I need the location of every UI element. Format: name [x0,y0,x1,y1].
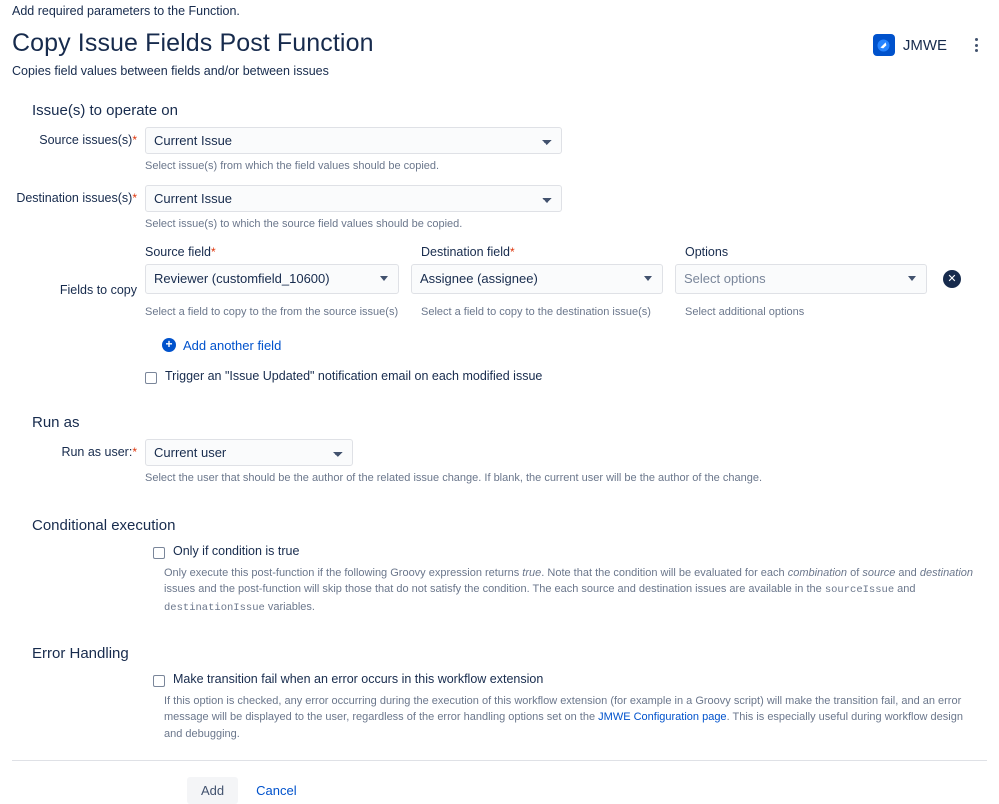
required-marker: * [132,190,137,205]
fields-to-copy-headers [145,245,987,259]
run-as-user-label: Run as user:* [61,444,137,459]
destination-issues-help: Select issue(s) to which the source field values should be copied. [145,217,463,230]
top-instruction-note: Add required parameters to the Function. [12,4,240,18]
options-select[interactable] [675,264,927,294]
fields-to-copy-block [12,245,987,384]
brand-name: JMWE [902,36,947,54]
source-field-help: Select a field to copy to the from the source issue(s) [145,305,399,318]
chevron-down-icon [644,276,652,281]
fields-to-copy-label: Fields to copy [59,282,137,297]
page-subtitle: Copies field values between fields and/or between issues [12,64,329,78]
notify-checkbox-label: Trigger an "Issue Updated" notification email on each modified issue [165,368,543,383]
chevron-down-icon [908,276,916,281]
add-another-field-button[interactable] [162,338,987,353]
error-checkbox-label: Make transition fail when an error occurs in this workflow extension [173,671,544,686]
source-issues-row [12,127,987,175]
kebab-menu-icon[interactable] [965,34,987,56]
condition-checkbox-label: Only if condition is true [173,543,300,558]
options-placeholder: Select options [684,271,766,287]
jmwe-logo-icon [873,34,895,56]
required-marker: * [132,133,137,147]
notify-checkbox[interactable] [145,372,157,384]
condition-checkbox-row[interactable] [153,544,987,559]
section-title-run-as: Run as [32,413,80,431]
col-header-destination-field: Destination field* [421,244,515,259]
source-issues-label: Source issues(s)* [39,133,137,147]
header-text-block [12,28,374,78]
condition-checkbox[interactable] [153,547,165,559]
fields-to-copy-row [145,264,987,294]
page-header [0,18,999,78]
cancel-button[interactable]: Cancel [250,782,302,799]
col-header-options: Options [685,244,729,259]
destination-field-help: Select a field to copy to the destination issue(s) [421,305,651,318]
destination-field-value: Assignee (assignee) [420,271,538,287]
section-title-conditional: Conditional execution [32,516,176,534]
page-title: Copy Issue Fields Post Function [12,29,374,57]
jmwe-configuration-link[interactable]: JMWE Configuration page [598,711,727,724]
plus-circle-icon: + [162,338,176,352]
run-as-user-select[interactable] [145,439,353,466]
remove-field-row-button[interactable]: ✕ [943,270,961,288]
destination-issues-row [12,185,987,233]
form-footer [0,761,999,804]
section-title-issues: Issue(s) to operate on [32,102,178,119]
error-help-text: If this option is checked, any error occurring during the execution of this workflow extension (for example in a Groovy script) will make the transition fail, and an error message will be displayed to the user, regardless of the error handling options set on the JMWE Configuration page. This is especially useful during workflow design and debugging. [164,694,963,740]
brand-block [873,28,987,56]
source-field-select[interactable] [145,264,399,294]
error-checkbox[interactable] [153,675,165,687]
add-button[interactable]: Add [187,777,238,804]
fields-to-copy-help-row [145,300,987,321]
chevron-down-icon [380,276,388,281]
destination-issues-label: Destination issues(s)* [16,190,137,205]
source-issues-select[interactable] [145,127,562,154]
section-title-error-handling: Error Handling [32,644,129,662]
form-content [0,78,999,742]
run-as-user-help: Select the user that should be the author of the related issue change. If blank, the current user will be the author of the change. [145,471,763,484]
destination-field-select[interactable] [411,264,663,294]
options-help: Select additional options [685,305,805,318]
source-issues-help: Select issue(s) from which the field values should be copied. [145,160,440,172]
source-field-value: Reviewer (customfield_10600) [154,271,330,287]
col-header-source-field: Source field* [145,244,216,259]
destination-issues-select[interactable] [145,185,562,212]
notify-checkbox-row[interactable] [145,369,987,384]
condition-help-text: Only execute this post-function if the following Groovy expression returns true. Note that the condition will be evaluated for each combination of source and destination issues and the post-function will skip those that do not satisfy the condition. The each source and destination issues are available in the sourceIssue and destinationIssue variables. [164,566,974,614]
add-another-field-label: Add another field [183,337,282,353]
run-as-user-row [12,439,987,487]
error-checkbox-row[interactable] [153,672,987,687]
